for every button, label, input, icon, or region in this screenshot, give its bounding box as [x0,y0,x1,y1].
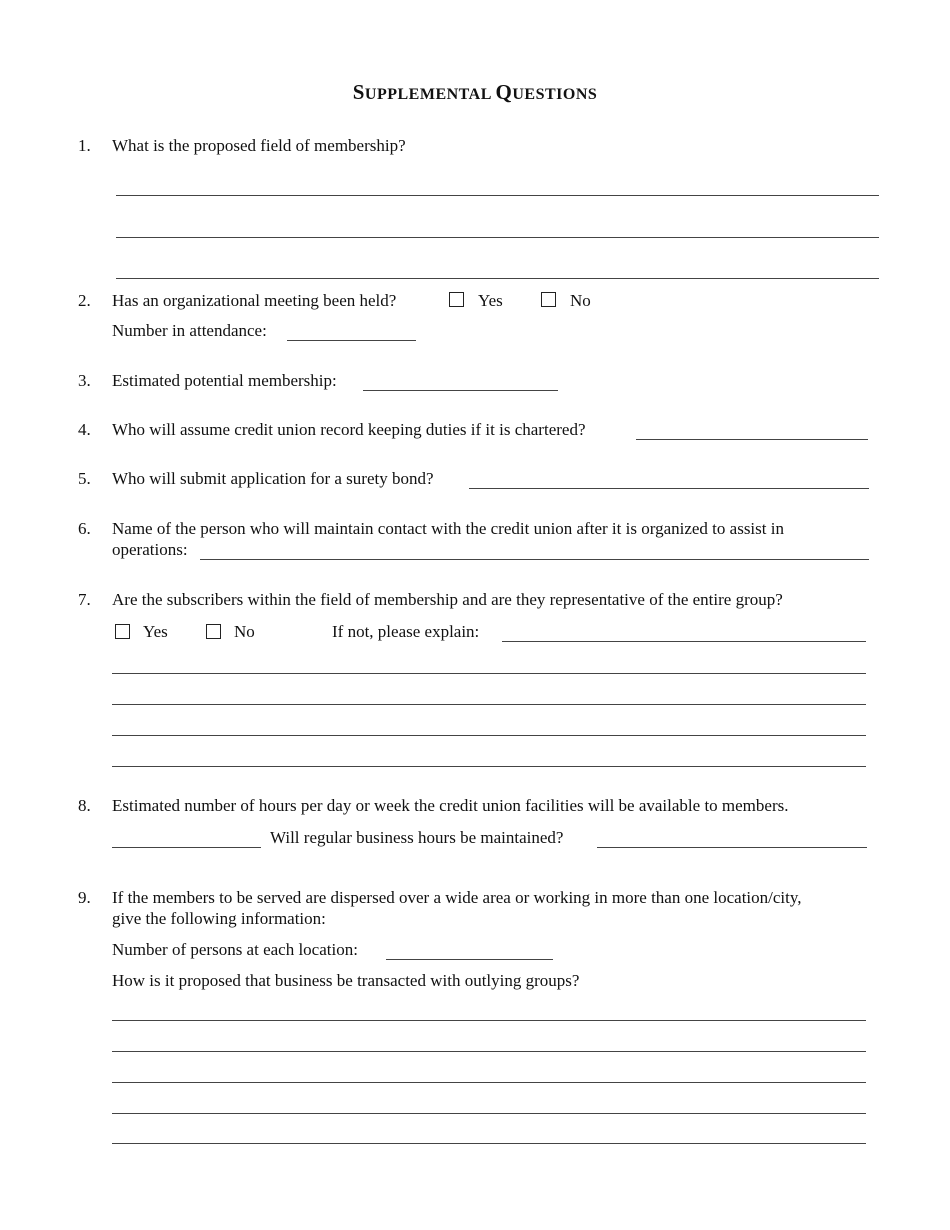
question-number: 9. [78,888,91,907]
question-number: 8. [78,796,91,815]
persons-label: Number of persons at each location: [112,940,358,959]
question-number: 3. [78,371,91,390]
outlying-line-1[interactable] [112,1020,866,1021]
question-8-text: Estimated number of hours per day or week the credit union facilities will be available to members. [112,796,789,815]
field-of-membership-line-3[interactable] [116,278,879,279]
no-label: No [570,291,591,310]
outlying-line-4[interactable] [112,1113,866,1114]
question-number: 1. [78,136,91,155]
subscribers-yes-checkbox[interactable] [115,624,130,639]
attendance-label: Number in attendance: [112,321,267,340]
persons-field[interactable] [386,939,553,960]
attendance-field[interactable] [287,320,416,341]
question-9-text-cont: give the following information: [112,909,326,928]
question-number: 6. [78,519,91,538]
subscribers-no-checkbox[interactable] [206,624,221,639]
outlying-line-2[interactable] [112,1051,866,1052]
yes-label: Yes [478,291,503,310]
explain-line-1[interactable] [112,673,866,674]
question-4-text: Who will assume credit union record keeping duties if it is chartered? [112,420,586,439]
question-number: 5. [78,469,91,488]
question-6-text: Name of the person who will maintain contact with the credit union after it is organized to assist in [112,519,784,538]
business-hours-field[interactable] [597,827,867,848]
outlying-groups-label: How is it proposed that business be transacted with outlying groups? [112,971,580,990]
question-1-text: What is the proposed field of membership? [112,136,406,155]
outlying-line-5[interactable] [112,1143,866,1144]
surety-bond-field[interactable] [469,468,869,489]
record-keeping-field[interactable] [636,419,868,440]
page-title: SUPPLEMENTAL QUESTIONS [352,80,598,104]
contact-person-field[interactable] [200,539,869,560]
explain-label: If not, please explain: [332,622,480,641]
outlying-line-3[interactable] [112,1082,866,1083]
meeting-held-no-checkbox[interactable] [541,292,556,307]
business-hours-label: Will regular business hours be maintained? [270,828,564,847]
explain-line-2[interactable] [112,704,866,705]
question-2-text: Has an organizational meeting been held? [112,291,397,310]
explain-field[interactable] [502,621,866,642]
question-6-text-cont: operations: [112,540,188,559]
hours-available-field[interactable] [112,827,261,848]
question-number: 2. [78,291,91,310]
potential-membership-field[interactable] [363,370,558,391]
question-7-text: Are the subscribers within the field of membership and are they representative of the entire group? [112,590,783,609]
meeting-held-yes-checkbox[interactable] [449,292,464,307]
question-9-text: If the members to be served are dispersed over a wide area or working in more than one location/city, [112,888,802,907]
field-of-membership-line-1[interactable] [116,195,879,196]
question-number: 4. [78,420,91,439]
field-of-membership-line-2[interactable] [116,237,879,238]
question-5-text: Who will submit application for a surety bond? [112,469,434,488]
question-number: 7. [78,590,91,609]
question-3-text: Estimated potential membership: [112,371,337,390]
yes-label: Yes [143,622,168,641]
explain-line-4[interactable] [112,766,866,767]
explain-line-3[interactable] [112,735,866,736]
no-label: No [234,622,255,641]
